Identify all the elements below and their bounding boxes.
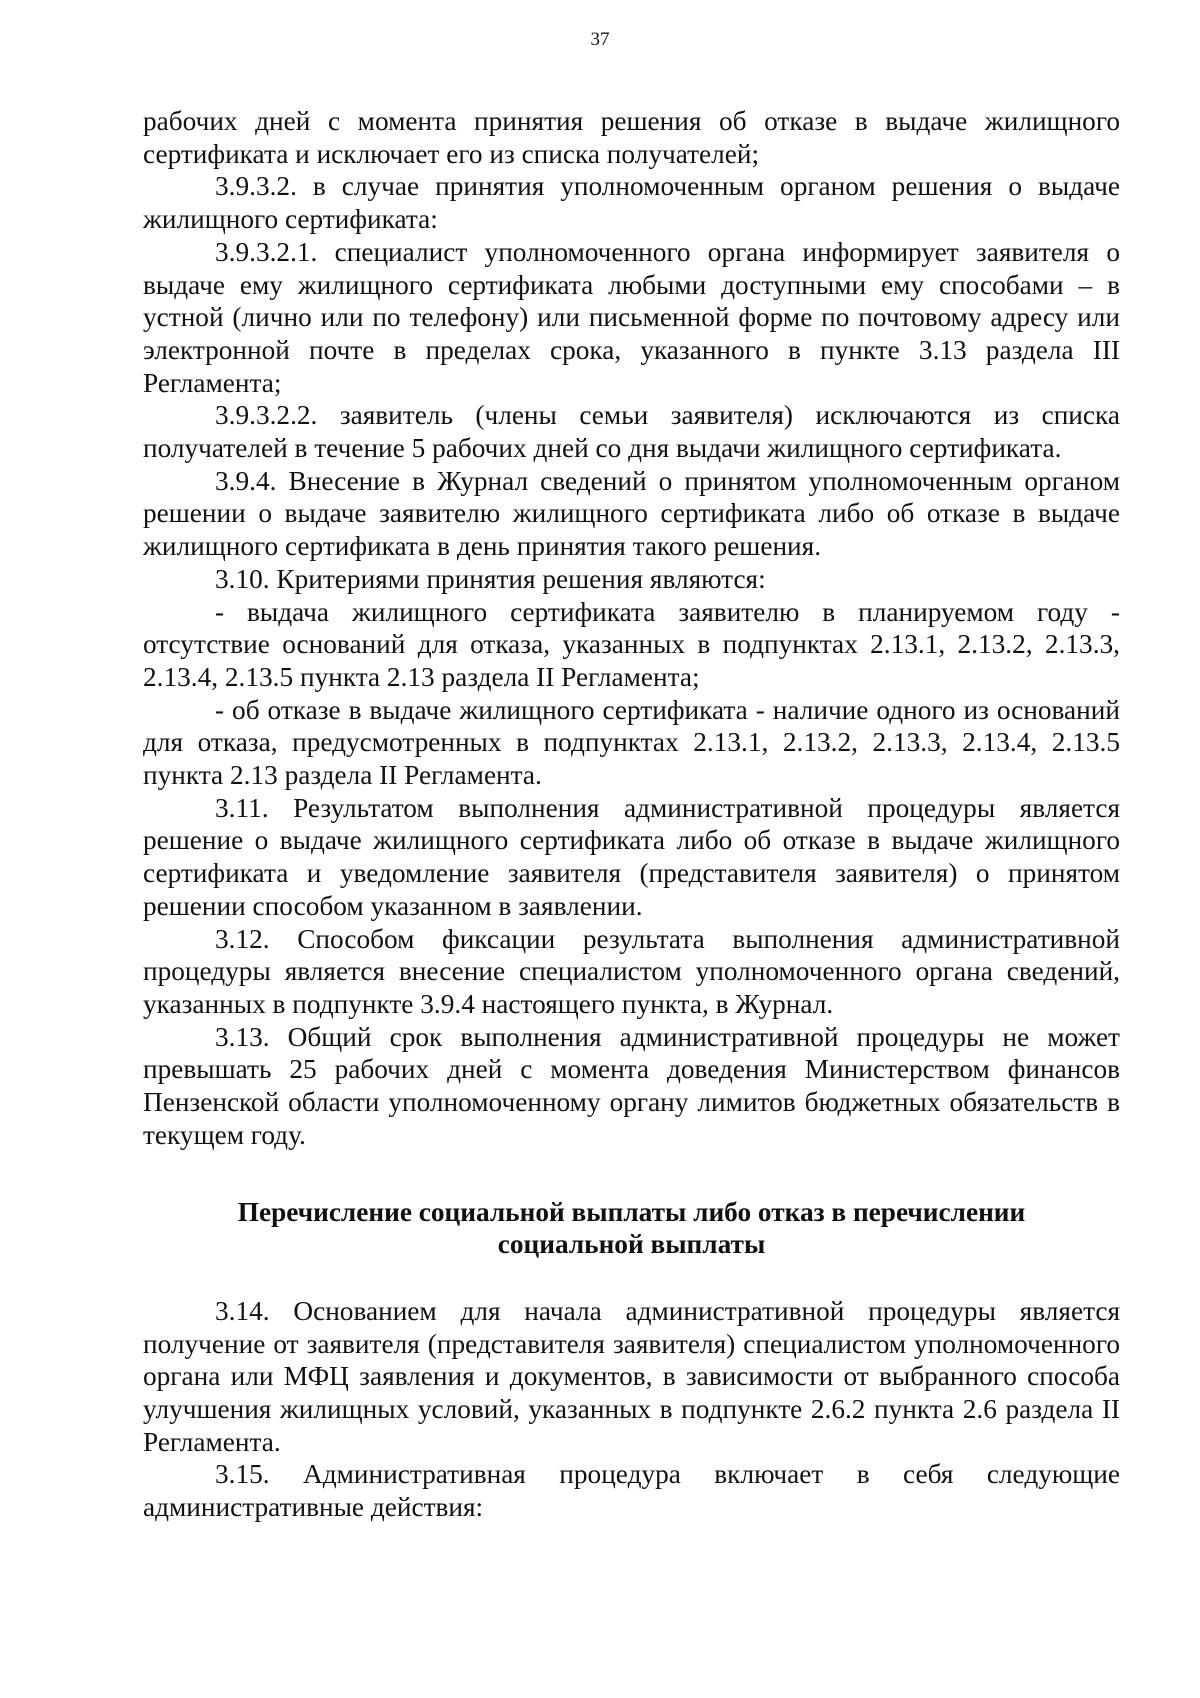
paragraph-3-12: 3.12. Способом фиксации результата выполнения административной процедуры является внесение специалистом уполномоченного органа сведений, указанных в подпункте 3.9.4 настоящего пункта, в Журнал. — [143, 923, 1120, 1019]
paragraph-3-15: 3.15. Административная процедура включает в себя следующие административные действия: — [143, 1459, 1120, 1523]
paragraph-3-9-4: 3.9.4. Внесение в Журнал сведений о принятом уполномоченным органом решении о выдаче заявителю жилищного сертификата либо об отказе в выдаче жилищного сертификата в день принятия такого решения. — [143, 465, 1120, 562]
paragraph-continuation: рабочих дней с момента принятия решения об отказе в выдаче жилищного сертификата и исключает его из списка получателей; — [143, 106, 1120, 169]
paragraph-3-9-3-2: 3.9.3.2. в случае принятия уполномоченным органом решения о выдаче жилищного сертификата: — [143, 171, 1120, 235]
paragraph-criterion-issue: - выдача жилищного сертификата заявителю в планируемом году - отсутствие оснований для отказа, указанных в подпунктах 2.13.1, 2.13.2, 2.13.3, 2.13.4, 2.13.5 пункта 2.13 раздела II Регламента; — [143, 596, 1120, 692]
paragraph-3-11: 3.11. Результатом выполнения административной процедуры является решение о выдаче жилищного сертификата либо об отказе в выдаче жилищного сертификата и уведомление заявителя (представителя заявителя) о принятом решении способом указанном в заявлении. — [143, 792, 1120, 921]
paragraph-3-13: 3.13. Общий срок выполнения административной процедуры не может превышать 25 рабочих дней с момента доведения Министерством финансов Пензенской области уполномоченному органу лимитов бюджетных обязательств в текущем году. — [143, 1021, 1120, 1150]
paragraph-criterion-refusal: - об отказе в выдаче жилищного сертификата - наличие одного из оснований для отказа, предусмотренных в подпунктах 2.13.1, 2.13.2, 2.13.3, 2.13.4, 2.13.5 пункта 2.13 раздела II Регламента. — [143, 694, 1120, 791]
paragraph-3-9-3-2-2: 3.9.3.2.2. заявитель (члены семьи заявителя) исключаются из списка получателей в течение 5 рабочих дней со дня выдачи жилищного сертификата. — [143, 400, 1120, 464]
section-title: Перечисление социальной выплаты либо отказ в перечислении социальной выплаты — [237, 1196, 1026, 1260]
paragraph-3-9-3-2-1: 3.9.3.2.1. специалист уполномоченного органа информирует заявителя о выдаче ему жилищного сертификата любыми доступными ему способами – в устной (лично или по телефону) или письменной форме по почтовому адресу или электронной почте в пределах срока, указанного в пункте 3.13 раздела III Регламента; — [143, 236, 1120, 398]
paragraph-3-10: 3.10. Критериями принятия решения являются: — [215, 563, 766, 594]
document-body — [143, 105, 1120, 1524]
paragraph-3-14: 3.14. Основанием для начала административной процедуры является получение от заявителя (представителя заявителя) специалистом уполномоченного органа или МФЦ заявления и документов, в зависимости от выбранного способа улучшения жилищных условий, указанных в подпункте 2.6.2 пункта 2.6 раздела II Регламента. — [143, 1295, 1120, 1457]
page-number: 37 — [590, 29, 610, 50]
